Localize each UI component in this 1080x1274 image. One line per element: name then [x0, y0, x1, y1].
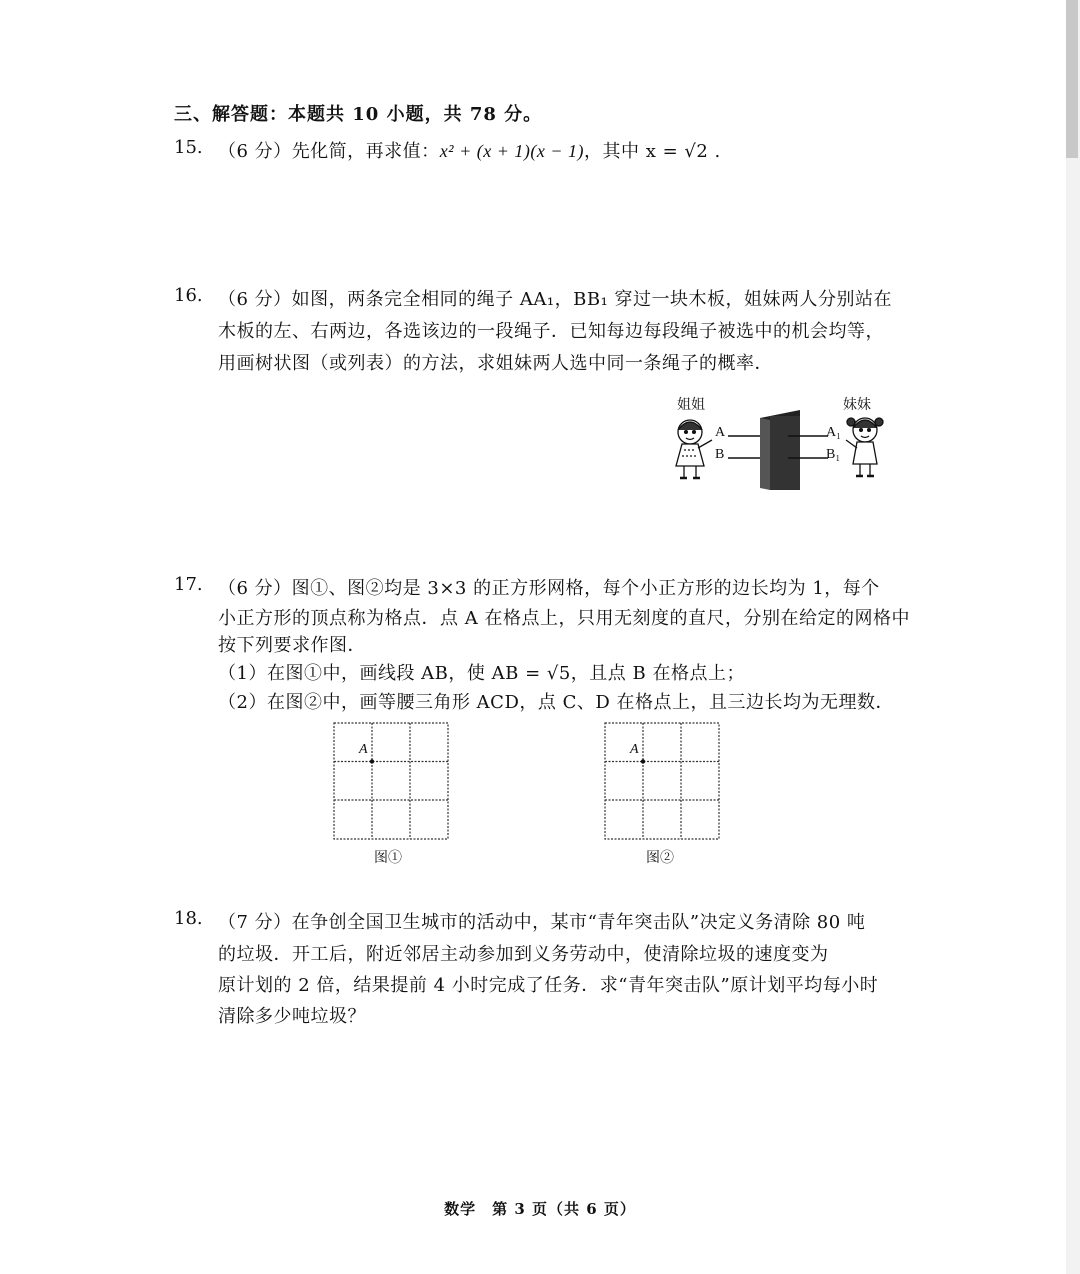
q15-expression: x² + (x + 1)(x − 1) [439, 141, 584, 161]
rope-board-figure [660, 410, 900, 492]
q16-line-2: 木板的左、右两边，各选该边的一段绳子．已知每边每段绳子被选中的机会均等， [218, 321, 884, 342]
q17-number: 17. [174, 574, 203, 595]
q17-part-2: （2）在图②中，画等腰三角形 ACD，点 C、D 在格点上，且三边长均为无理数． [218, 692, 895, 713]
grid2-label-a: A [630, 742, 639, 757]
q15-prompt: 先化简，再求值： [291, 141, 440, 162]
grid-figure-1 [333, 722, 449, 840]
q18-line-3: 原计划的 2 倍，结果提前 4 小时完成了任务．求“青年突击队”原计划平均每小时 [218, 975, 879, 996]
wooden-board [760, 410, 800, 490]
q17-part-1: （1）在图①中，画线段 AB，使 AB = √5，且点 B 在格点上； [218, 663, 745, 684]
q17-line-1: （6 分）图①、图②均是 3×3 的正方形网格，每个小正方形的边长均为 1，每个 [218, 578, 880, 599]
scrollbar-thumb[interactable] [1066, 0, 1078, 158]
q17-line-3: 按下列要求作图． [218, 635, 366, 656]
grid1-label-a: A [359, 742, 368, 757]
section-title: 三、解答题：本题共 10 小题，共 78 分。 [174, 104, 543, 125]
grid1-point-a [370, 759, 374, 763]
q17-line-2: 小正方形的顶点称为格点．点 A 在格点上，只用无刻度的直尺，分别在给定的网格中 [218, 608, 910, 629]
q15-condition: ，其中 x = √2 . [583, 141, 721, 162]
sister-elder-label: 姐姐 [677, 397, 705, 413]
younger-sister-illustration [846, 418, 883, 476]
q16-number: 16. [174, 285, 203, 306]
rope-label-b: B [715, 447, 725, 462]
q18-number: 18. [174, 908, 203, 929]
grid2-point-a [641, 759, 645, 763]
q18-line-1: （7 分）在争创全国卫生城市的活动中，某市“青年突击队”决定义务清除 80 吨 [218, 912, 866, 933]
q18-line-4: 清除多少吨垃圾？ [218, 1006, 366, 1027]
q15-text [218, 137, 721, 163]
sister-younger-label: 妹妹 [843, 397, 871, 413]
q16-line-3: 用画树状图（或列表）的方法，求姐妹两人选中同一条绳子的概率． [218, 353, 773, 374]
scrollbar-track[interactable] [1066, 0, 1080, 1274]
grid-figure-2 [604, 722, 720, 840]
q15-score: （6 分） [218, 141, 292, 162]
elder-sister-illustration [676, 420, 712, 478]
grid1-caption: 图① [374, 850, 402, 866]
page-footer: 数学 第 3 页（共 6 页） [444, 1200, 636, 1218]
q18-line-2: 的垃圾．开工后，附近邻居主动参加到义务劳动中，使清除垃圾的速度变为 [218, 944, 829, 965]
q15-number: 15. [174, 137, 203, 158]
q16-line-1: （6 分）如图，两条完全相同的绳子 AA₁，BB₁ 穿过一块木板，姐妹两人分别站在 [218, 289, 892, 310]
rope-label-b1: B₁ [826, 447, 841, 462]
rope-label-a1: A₁ [826, 425, 841, 440]
rope-label-a: A [715, 425, 726, 440]
grid2-caption: 图② [646, 850, 674, 866]
